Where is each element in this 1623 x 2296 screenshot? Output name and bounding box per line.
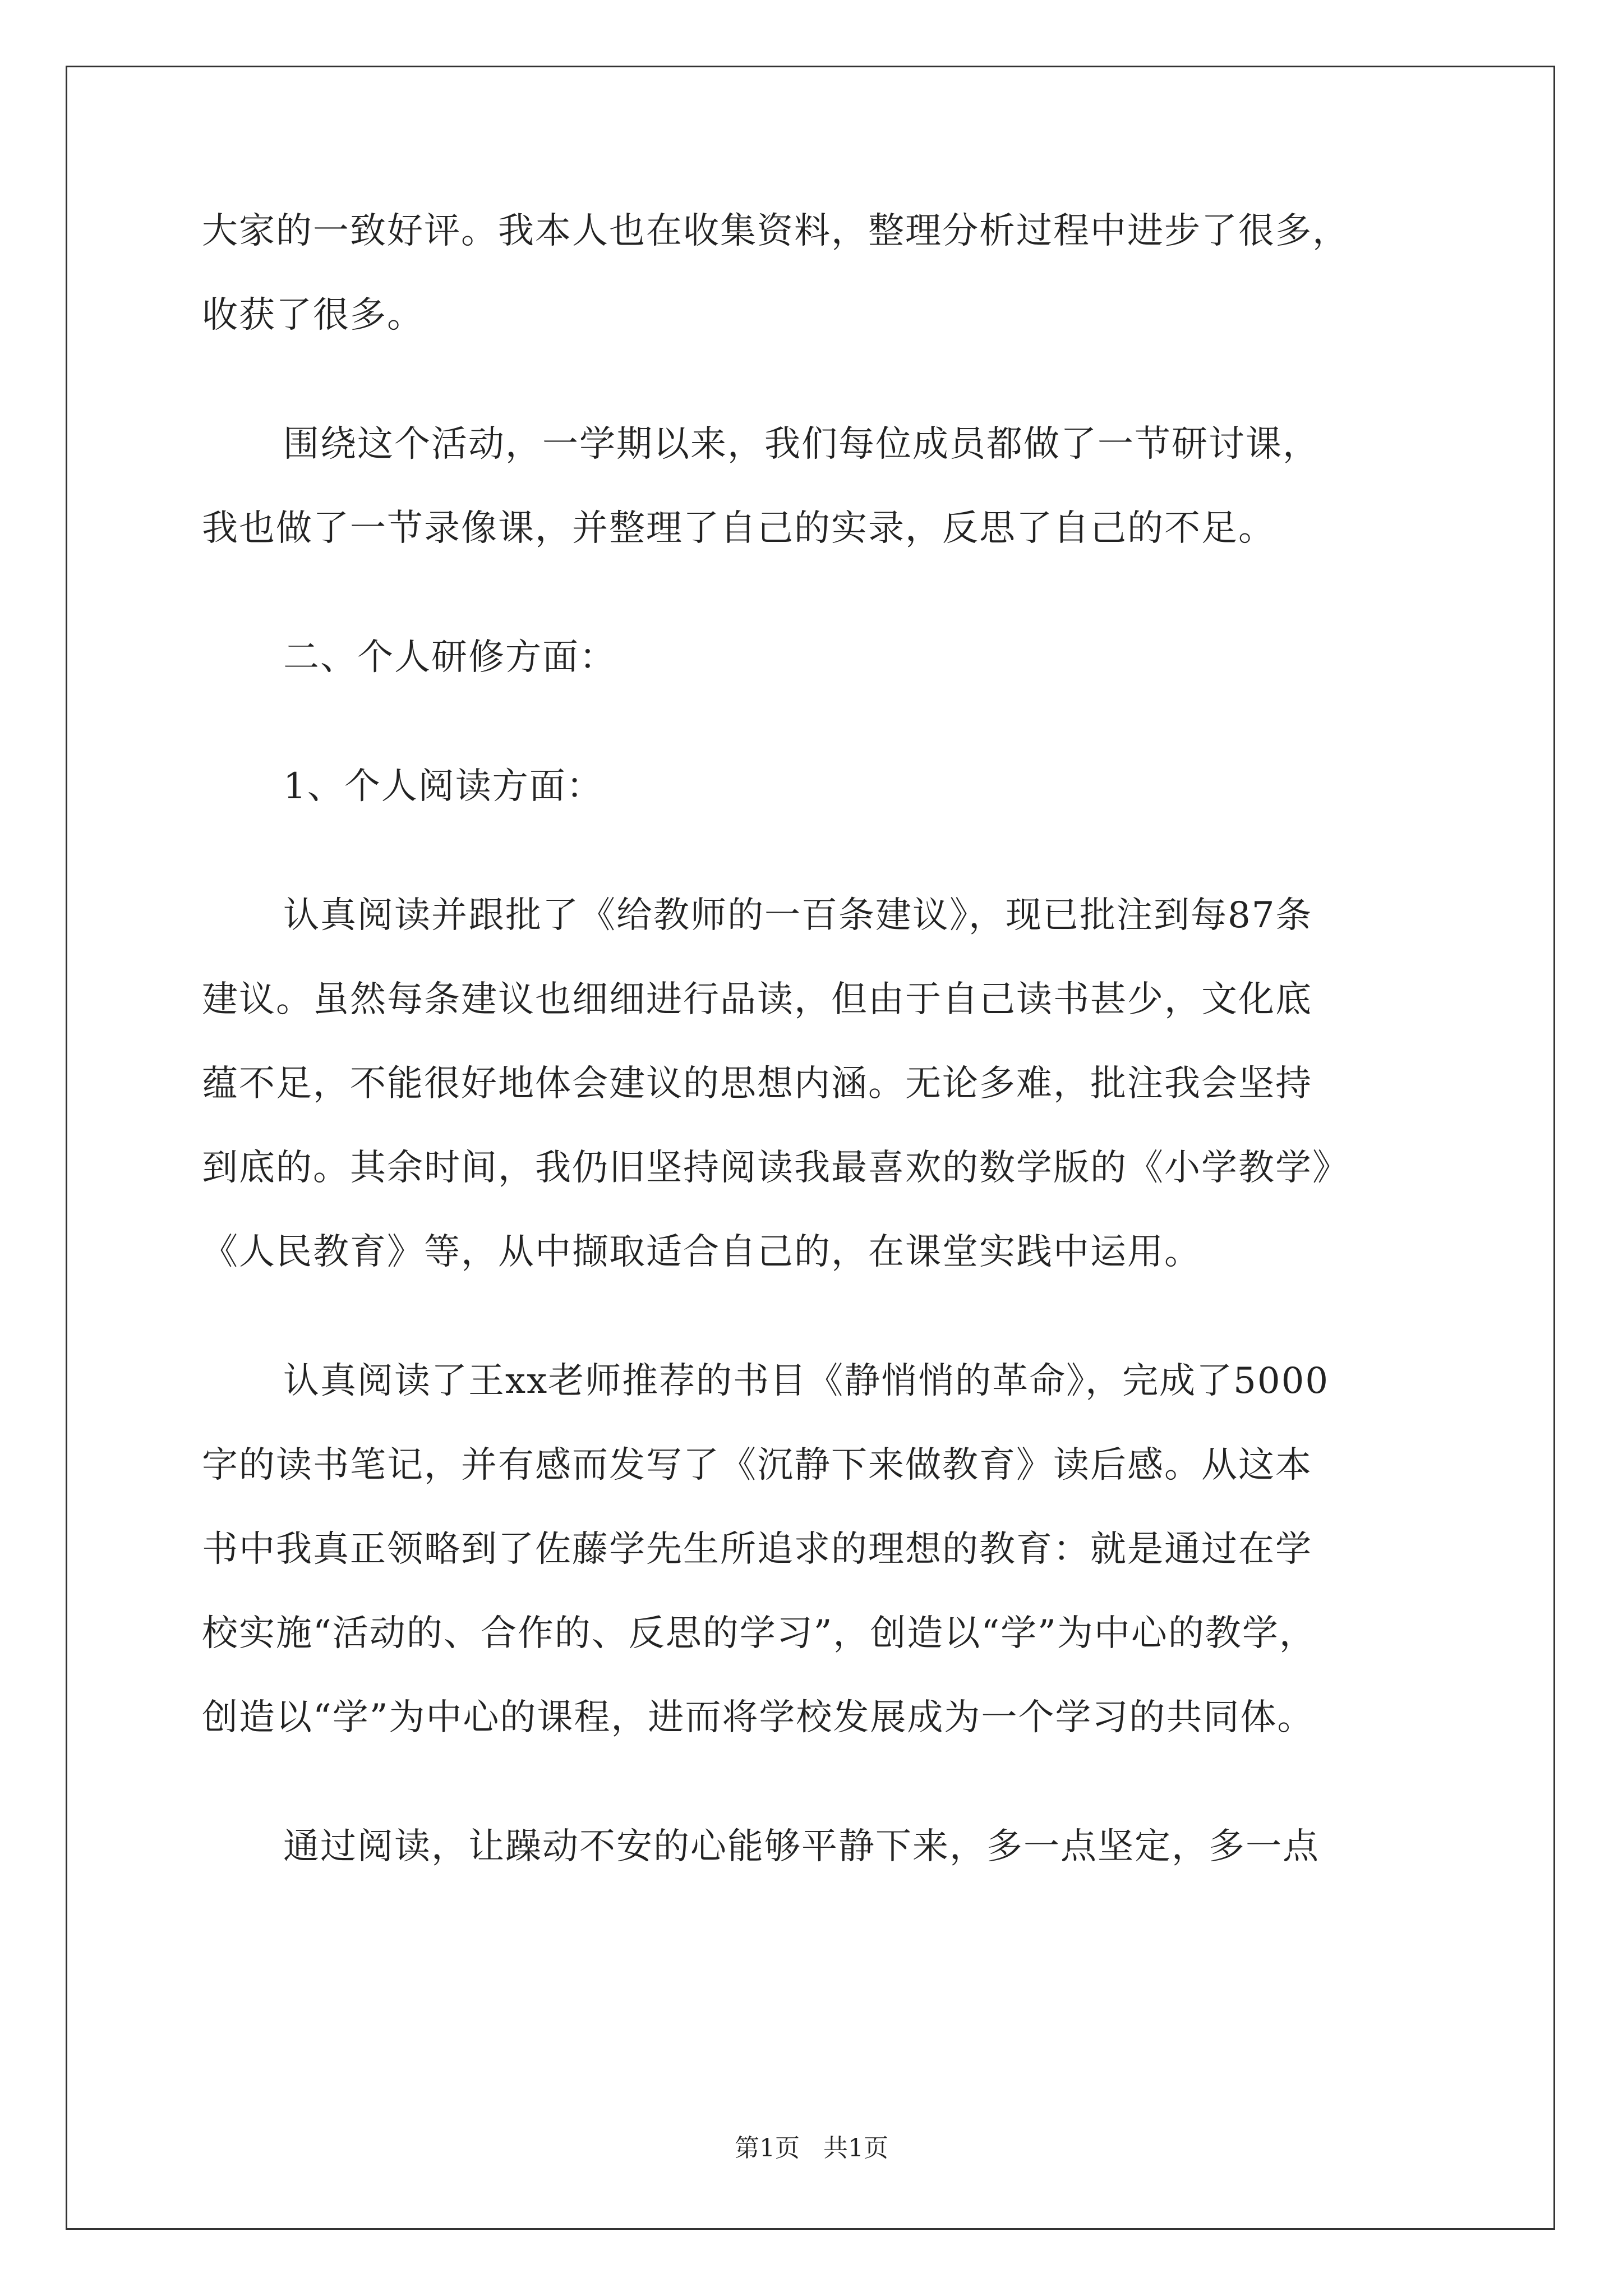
page-footer bbox=[0, 2132, 1623, 2165]
text-line-13: 字的读书笔记，并有感而发写了《沉静下来做教育》读后感。从这本 bbox=[202, 1444, 1312, 1486]
text-line-17: 通过阅读，让躁动不安的心能够平静下来，多一点坚定，多一点 bbox=[283, 1826, 1320, 1867]
text-line-10: 到底的。其余时间，我仍旧坚持阅读我最喜欢的数学版的《小学教学》 bbox=[202, 1147, 1349, 1189]
text-line-7: 认真阅读并跟批了《给教师的一百条建议》，现已批注到每87条 bbox=[283, 895, 1313, 936]
page-number: 第1页 bbox=[735, 2134, 800, 2162]
text-line-8: 建议。虽然每条建议也细细进行品读，但由于自己读书甚少，文化底 bbox=[202, 979, 1312, 1020]
text-line-3: 围绕这个活动，一学期以来，我们每位成员都做了一节研讨课， bbox=[283, 424, 1320, 465]
text-line-1: 大家的一致好评。我本人也在收集资料，整理分析过程中进步了很多， bbox=[202, 210, 1349, 252]
text-line-16: 创造以“学”为中心的课程，进而将学校发展成为一个学习的共同体。 bbox=[202, 1697, 1315, 1738]
text-line-9: 蕴不足，不能很好地体会建议的思想内涵。无论多难，批注我会坚持 bbox=[202, 1063, 1312, 1105]
text-line-11: 《人民教育》等，从中撷取适合自己的，在课堂实践中运用。 bbox=[202, 1231, 1201, 1273]
page-total: 共1页 bbox=[823, 2134, 888, 2162]
text-line-2: 收获了很多。 bbox=[202, 295, 424, 336]
text-line-15: 校实施“活动的、合作的、反思的学习”，创造以“学”为中心的教学， bbox=[202, 1613, 1316, 1654]
text-line-12: 认真阅读了王xx老师推荐的书目《静悄悄的革命》，完成了5000 bbox=[283, 1360, 1330, 1402]
subsection-heading: 1、个人阅读方面： bbox=[283, 766, 603, 807]
text-line-14: 书中我真正领略到了佐藤学先生所追求的理想的教育：就是通过在学 bbox=[202, 1529, 1312, 1570]
text-line-4: 我也做了一节录像课，并整理了自己的实录，反思了自己的不足。 bbox=[202, 508, 1275, 549]
section-heading: 二、个人研修方面： bbox=[283, 637, 616, 678]
